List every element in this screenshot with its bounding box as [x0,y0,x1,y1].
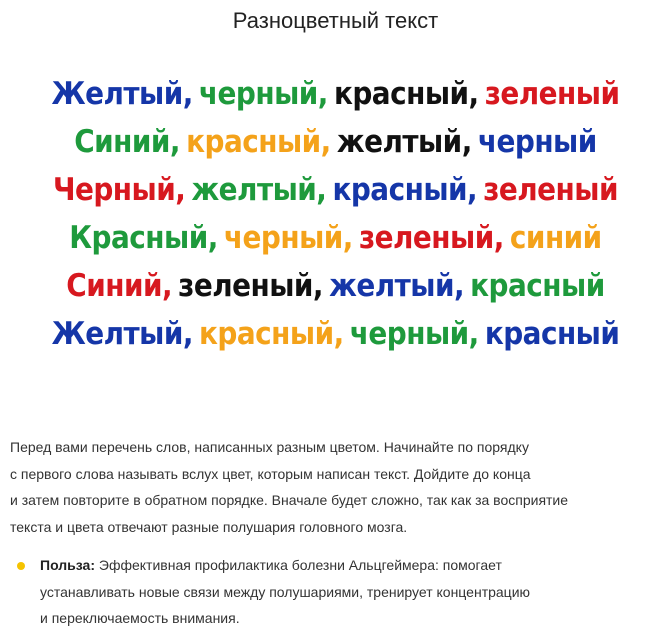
stroop-word: красный, [186,124,331,160]
stroop-word: красный, [332,172,478,208]
stroop-word: черный [477,124,597,160]
stroop-word: зеленый [483,172,619,208]
benefit-list-item [10,552,650,632]
stroop-word: зеленый [484,76,620,112]
benefit-line: устанавливать новые связи между полушариями, тренирует концентрацию [40,583,531,600]
stroop-word: красный, [199,316,344,352]
stroop-line [34,118,638,166]
page-title: Разноцветный текст [232,8,439,33]
stroop-word: Красный, [69,220,218,256]
stroop-word: Черный, [52,172,186,208]
benefit-line [40,552,650,579]
stroop-word: Синий, [66,268,173,304]
stroop-word: Желтый, [51,316,193,352]
description-paragraph [10,434,660,540]
stroop-word: красный [484,316,620,352]
stroop-word: красный, [333,76,479,112]
stroop-line [34,214,638,262]
stroop-word: желтый, [329,268,465,304]
description-line: с первого слова называть вслух цвет, которым написан текст. Дойдите до конца [10,465,531,482]
stroop-word: зеленый, [358,220,504,256]
stroop-line [34,70,638,118]
benefit-label: Польза: [40,557,95,573]
stroop-word: черный, [198,76,328,112]
stroop-line [34,166,638,214]
description-line: Перед вами перечень слов, написанных разным цветом. Начинайте по порядку [10,439,529,455]
yellow-bullet-icon [17,562,25,570]
stroop-word: черный, [223,220,353,256]
stroop-word: зеленый, [178,268,323,304]
stroop-line [34,262,638,310]
stroop-word: красный [470,268,605,304]
stroop-line [34,310,638,358]
benefit-text [40,552,650,632]
stroop-word: Синий, [74,124,180,160]
stroop-word: Желтый, [51,76,193,112]
stroop-word: желтый, [336,124,472,160]
description-line: текста и цвета отвечают разные полушария головного мозга. [10,518,408,535]
benefit-line-text: Эффективная профилактика болезни Альцгеймера: помогает [98,557,502,573]
benefit-line: и переключаемость внимания. [40,610,240,626]
stroop-word-grid [0,70,671,358]
description-line: и затем повторите в обратном порядке. Вначале будет сложно, так как за восприятие [10,492,569,508]
stroop-word: синий [509,220,602,256]
stroop-word: желтый, [191,172,327,208]
stroop-word: черный, [349,316,479,352]
